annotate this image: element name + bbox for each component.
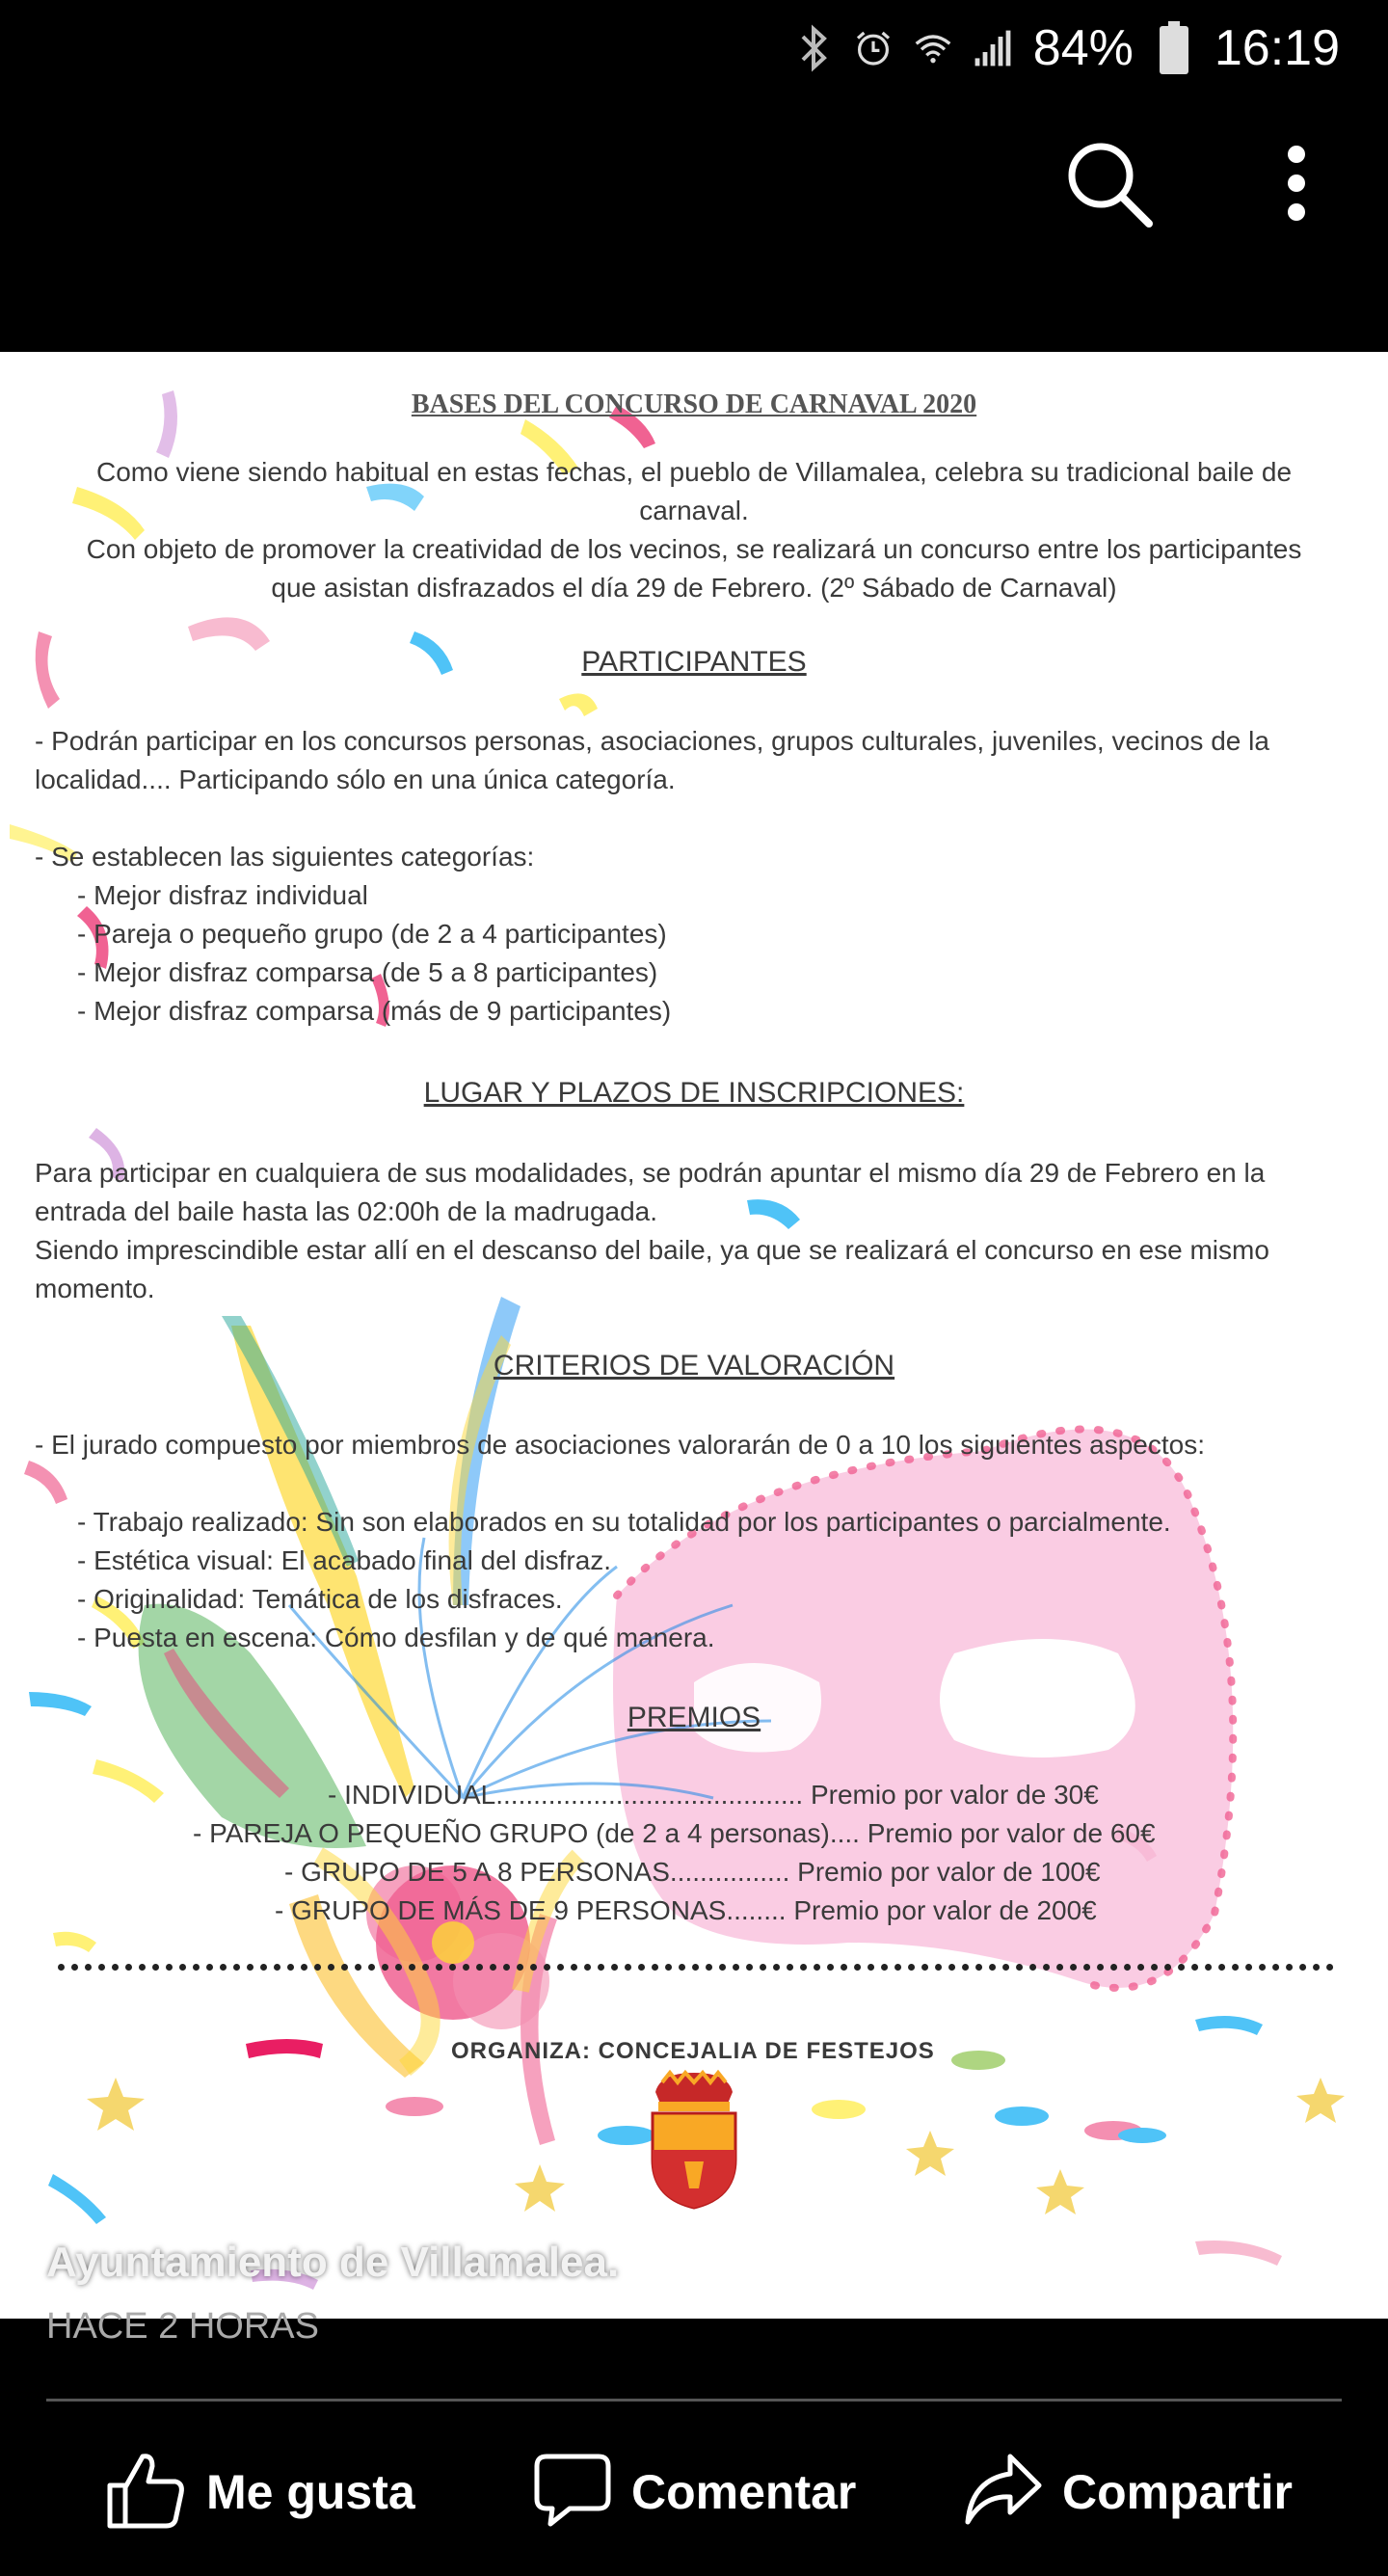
share-button[interactable] <box>962 2439 1293 2545</box>
signal-icon <box>974 24 1012 72</box>
lugar-line: Para participar en cualquiera de sus modalidades, se podrán apuntar el mismo día 29 de Febrero en la <box>35 1158 1266 1188</box>
lugar-line: momento. <box>35 1274 155 1303</box>
comment-label: Comentar <box>631 2465 857 2519</box>
intro-line: que asistan disfrazados el día 29 de Febrero. (2º Sábado de Carnaval) <box>271 573 1117 603</box>
like-label: Me gusta <box>206 2465 415 2519</box>
post-time: HACE 2 HORAS <box>46 2306 319 2347</box>
clock: 16:19 <box>1214 20 1340 76</box>
premio-item: - GRUPO DE 5 A 8 PERSONAS................ Premio por valor de 100€ <box>284 1857 1101 1887</box>
share-label: Compartir <box>1062 2465 1293 2519</box>
criterio-item: - Estética visual: El acabado final del disfraz. <box>77 1545 612 1575</box>
post-author[interactable]: Ayuntamiento de Villamalea. <box>46 2239 620 2286</box>
share-icon <box>962 2451 1043 2534</box>
organiza-label: ORGANIZA: CONCEJALIA DE FESTEJOS <box>451 2038 935 2064</box>
criterio-item: - Trabajo realizado: Sin son elaborados en su totalidad por los participantes o parcialmente. <box>77 1507 1171 1537</box>
dotted-divider <box>58 1964 1334 1971</box>
criterio-item: - Originalidad: Temática de los disfraces. <box>77 1584 563 1614</box>
section-heading-premios: PREMIOS <box>627 1702 761 1733</box>
categoria-item: - Mejor disfraz individual <box>77 880 368 910</box>
status-bar <box>0 0 1388 96</box>
premio-item: - PAREJA O PEQUEÑO GRUPO (de 2 a 4 personas).... Premio por valor de 60€ <box>193 1818 1156 1848</box>
section-heading-participantes: PARTICIPANTES <box>581 646 807 678</box>
actions-divider <box>46 2399 1342 2402</box>
poster-title: BASES DEL CONCURSO DE CARNAVAL 2020 <box>411 389 977 419</box>
poster-image[interactable] <box>0 352 1388 2319</box>
lugar-line: Siendo imprescindible estar allí en el descanso del baile, ya que se realizará el concurso en ese mismo <box>35 1235 1269 1265</box>
comment-button[interactable] <box>533 2439 856 2545</box>
post-actions <box>0 2439 1388 2545</box>
battery-icon <box>1155 24 1193 72</box>
more-vert-icon[interactable] <box>1258 135 1335 231</box>
wifi-icon <box>914 24 952 72</box>
intro-line: carnaval. <box>639 496 749 525</box>
thumbs-up-icon <box>104 2449 187 2536</box>
categoria-item: - Mejor disfraz comparsa (de 5 a 8 participantes) <box>77 957 658 987</box>
section-heading-criterios: CRITERIOS DE VALORACIÓN <box>493 1350 895 1382</box>
criterio-item: - Puesta en escena: Cómo desfilan y de qué manera. <box>77 1623 715 1652</box>
comment-icon <box>533 2451 612 2534</box>
like-button[interactable] <box>104 2439 415 2545</box>
participantes-line: - Podrán participar en los concursos personas, asociaciones, grupos culturales, juveniles, vecinos de la <box>35 726 1269 756</box>
intro-line: Con objeto de promover la creatividad de los vecinos, se realizará un concurso entre los participantes <box>86 534 1302 564</box>
search-icon[interactable] <box>1060 135 1157 231</box>
intro-line: Como viene siendo habitual en estas fechas, el pueblo de Villamalea, celebra su tradicional baile de <box>95 457 1293 487</box>
lugar-line: entrada del baile hasta las 02:00h de la madrugada. <box>35 1196 658 1226</box>
viewer-toolbar <box>0 125 1388 241</box>
criterios-intro: - El jurado compuesto por miembros de asociaciones valorarán de 0 a 10 los siguientes aspectos: <box>35 1430 1205 1460</box>
categorias-intro: - Se establecen las siguientes categorías: <box>35 842 535 872</box>
battery-percent: 84% <box>1032 20 1134 76</box>
categoria-item: - Mejor disfraz comparsa (más de 9 participantes) <box>77 996 672 1026</box>
bluetooth-icon <box>794 24 833 72</box>
alarm-icon <box>854 24 893 72</box>
premio-item: - GRUPO DE MÁS DE 9 PERSONAS........ Premio por valor de 200€ <box>275 1895 1097 1925</box>
participantes-line: localidad.... Participando sólo en una única categoría. <box>35 765 676 794</box>
section-heading-lugar: LUGAR Y PLAZOS DE INSCRIPCIONES: <box>423 1077 965 1109</box>
poster-text <box>0 352 1388 2319</box>
premio-item: - INDIVIDUAL......................................... Premio por valor de 30€ <box>328 1780 1099 1810</box>
categoria-item: - Pareja o pequeño grupo (de 2 a 4 participantes) <box>77 919 667 949</box>
